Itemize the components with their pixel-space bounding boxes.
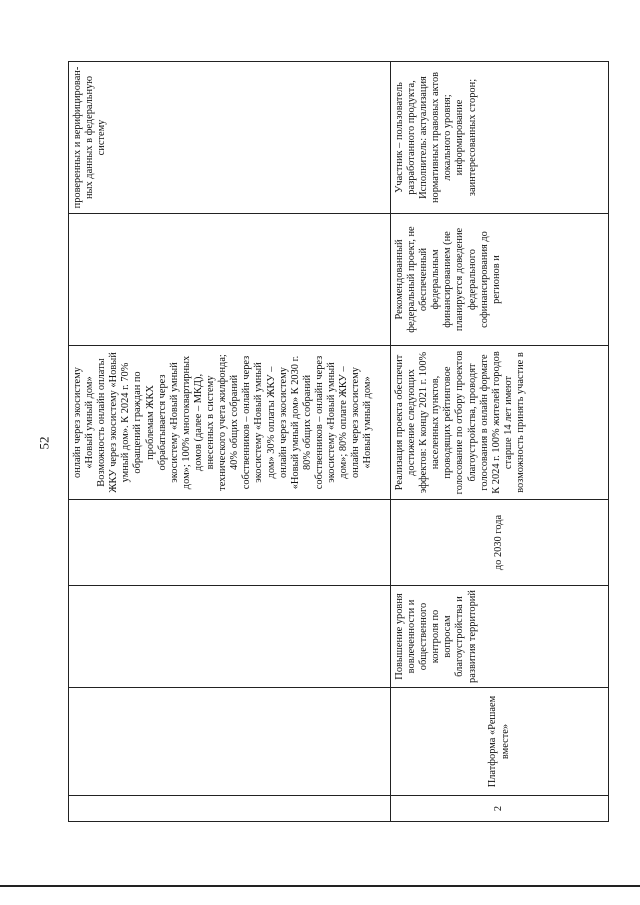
- project-effects: онлайн через экосистему «Новый умный дом» Возможность онлайн оплаты ЖКУ через экосистему «Новый умный дом». К 2024 г. 70% обращений граждан по проблемам ЖКХ обрабатывается через экосистему «Новый умный дом»; 100% многоквартирных домов (далее – МКД), внесенных в систему технического учета жилфонда; 40% общих собраний собственников – онлайн через экосистему «Новый умный дом» 30% оплаты ЖКУ – онлайн через экосистему «Новый умный дом» К 2030 г. 80% общих собраний собственников – онлайн через экосистему «Новый умный дом»; 80% оплате ЖКУ – онлайн через экосистему «Новый умный дом»: [69, 346, 391, 500]
- table-row: [391, 62, 609, 822]
- project-effects: Реализация проекта обеспечит достижение следующих эффектов: К концу 2021 г. 100% населенных пунктов, проводящих рейтинговое голосование по отбору проектов благоустройства, проводят голосования в онлайн формате К 2024 г. 100% жителей городов старше 14 лет имеют возможность принять участие в: [391, 346, 609, 500]
- project-participants: проверенных и верифицирован-ных данных в федеральную систему: [69, 62, 391, 214]
- project-term: до 2030 года: [391, 500, 609, 586]
- table-row: [69, 62, 391, 822]
- project-goal: Повышение уровня вовлеченности и общественного контроля по вопросам благоустройства и развития территорий: [391, 586, 609, 688]
- project-participants: Участник – пользователь разработанного продукта, Исполнитель: актуализация нормативных правовых актов локального уровня; информирование заинтересованных сторон;: [391, 62, 609, 214]
- bottom-rule: [0, 885, 640, 887]
- row-number: [69, 796, 391, 822]
- project-goal: [69, 586, 391, 688]
- project-name: Платформа «Решаем вместе»: [391, 688, 609, 796]
- project-term: [69, 500, 391, 586]
- project-financing: Рекомендованный федеральный проект, не обеспеченный федеральным финансированием (не планируется доведение федерального софинансирования до регионов и: [391, 214, 609, 346]
- project-financing: [69, 214, 391, 346]
- projects-table: [68, 61, 609, 822]
- page-number: 52: [36, 436, 52, 450]
- rotated-table-wrapper: [68, 62, 608, 822]
- project-name: [69, 688, 391, 796]
- row-number: 2: [391, 796, 609, 822]
